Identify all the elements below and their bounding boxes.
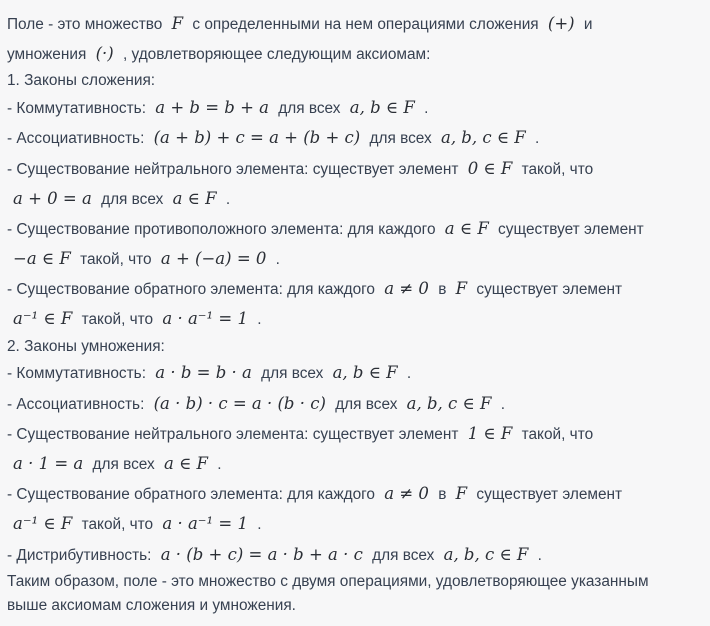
text-run: .: [212, 456, 222, 474]
math-expression: F: [455, 484, 468, 504]
text-run: - Существование обратного элемента: для каждого: [7, 281, 380, 299]
text-run: для всех: [365, 130, 436, 148]
math-expression: a · b = b · a: [155, 363, 252, 383]
text-line-add-neutral-2: [7, 184, 707, 214]
text-line-mul-inverse-2: [7, 509, 707, 539]
text-line-add-inverse-2: [7, 304, 707, 334]
text-run: для всех: [330, 395, 402, 413]
math-expression: a ∈ F: [163, 454, 208, 474]
text-run: с определенными на нем операциями сложения: [188, 16, 543, 33]
text-run: - Существование противоположного элемента: для каждого: [7, 220, 440, 238]
text-run: .: [496, 395, 506, 413]
text-run: такой, что: [77, 516, 158, 534]
text-run: умножения: [7, 46, 91, 64]
text-run: - Коммутативность:: [7, 100, 151, 118]
math-expression: a ∈ F: [172, 188, 217, 208]
text-run: такой, что: [75, 251, 156, 269]
math-expression: F: [455, 279, 468, 299]
math-expression: −a ∈ F: [13, 249, 71, 269]
math-expression: a · (b + c) = a · b + a · c: [160, 544, 363, 564]
text-run: для всех: [256, 365, 328, 383]
math-expression: 1 ∈ F: [467, 423, 513, 443]
math-expression: a, b, c ∈ F: [406, 393, 492, 413]
text-run: выше аксиомам сложения и умножения.: [7, 596, 296, 614]
text-run: 2. Законы умножения:: [7, 337, 165, 355]
math-expression: a + (−a) = 0: [160, 249, 267, 269]
text-line-add-opposite-1: [7, 214, 707, 244]
text-run: .: [271, 251, 280, 269]
text-run: в: [433, 486, 451, 504]
text-run: - Существование нейтрального элемента: существует элемент: [7, 160, 463, 178]
math-expression: a, b, c ∈ F: [440, 128, 526, 148]
math-expression: a · 1 = a: [13, 454, 84, 474]
math-expression: a⁻¹ ∈ F: [13, 309, 73, 329]
text-line-mul-inverse-1: [7, 479, 707, 509]
text-run: такой, что: [77, 311, 158, 329]
text-line-mul-neutral-1: [7, 419, 707, 449]
field-axioms-document: [7, 9, 707, 617]
text-line-mul-commutativity: [7, 358, 707, 388]
text-run: для всех: [274, 100, 345, 118]
text-run: - Существование обратного элемента: для каждого: [7, 486, 380, 504]
text-run: для всех: [367, 546, 439, 564]
text-run: существует элемент: [493, 220, 644, 238]
text-line-section-2: [7, 335, 707, 359]
math-expression: a · a⁻¹ = 1: [162, 514, 248, 534]
text-line-add-commutativity: [7, 93, 707, 123]
text-run: , удовлетворяющее следующим аксиомам:: [118, 46, 431, 64]
text-line-add-neutral-1: [7, 154, 707, 184]
math-expression: a, b ∈ F: [349, 98, 415, 118]
text-run: .: [252, 516, 262, 534]
text-run: - Ассоциативность:: [7, 130, 149, 148]
text-line-conclusion-2: [7, 594, 707, 618]
math-expression: a⁻¹ ∈ F: [13, 514, 73, 534]
math-expression: a, b, c ∈ F: [443, 544, 529, 564]
text-run: в: [433, 281, 451, 299]
math-expression: a · a⁻¹ = 1: [162, 309, 248, 329]
text-run: такой, что: [517, 425, 594, 443]
text-run: - Коммутативность:: [7, 365, 151, 383]
math-expression: a ∈ F: [444, 218, 489, 238]
text-run: Таким образом, поле - это множество с двумя операциями, удовлетворяющее указанным: [7, 572, 649, 590]
text-line-intro-2: [7, 39, 707, 69]
text-run: .: [252, 311, 262, 329]
text-run: .: [533, 546, 542, 564]
text-run: существует элемент: [472, 486, 623, 504]
text-run: .: [402, 365, 412, 383]
math-expression: (·): [95, 44, 114, 64]
text-line-distributivity: [7, 540, 707, 570]
text-run: .: [530, 130, 540, 148]
text-run: для всех: [96, 190, 168, 208]
math-expression: a ≠ 0: [384, 484, 429, 504]
text-run: и: [579, 16, 593, 33]
text-line-add-associativity: [7, 123, 707, 153]
math-expression: a + 0 = a: [13, 188, 92, 208]
math-expression: a ≠ 0: [384, 279, 429, 299]
text-line-section-1: [7, 69, 707, 93]
text-run: такой, что: [517, 160, 594, 178]
text-line-mul-associativity: [7, 389, 707, 419]
text-run: .: [221, 190, 231, 208]
text-line-intro-1: [7, 9, 707, 39]
text-line-conclusion-1: [7, 570, 707, 594]
text-run: для всех: [88, 456, 159, 474]
text-run: 1. Законы сложения:: [7, 72, 156, 90]
math-expression: (a + b) + c = a + (b + c): [153, 128, 361, 148]
text-line-add-opposite-2: [7, 244, 707, 274]
text-line-mul-neutral-2: [7, 449, 707, 479]
text-run: существует элемент: [472, 281, 623, 299]
math-expression: a + b = b + a: [155, 98, 269, 118]
text-run: - Существование нейтрального элемента: существует элемент: [7, 425, 463, 443]
math-expression: (+): [547, 14, 575, 33]
math-expression: (a · b) · c = a · (b · c): [153, 393, 326, 413]
text-run: - Ассоциативность:: [7, 395, 149, 413]
text-run: .: [419, 100, 429, 118]
math-expression: F: [171, 14, 184, 33]
math-expression: 0 ∈ F: [467, 158, 513, 178]
text-run: Поле - это множество: [7, 16, 167, 33]
text-line-add-inverse-1: [7, 274, 707, 304]
math-expression: a, b ∈ F: [332, 363, 398, 383]
text-run: - Дистрибутивность:: [7, 546, 156, 564]
